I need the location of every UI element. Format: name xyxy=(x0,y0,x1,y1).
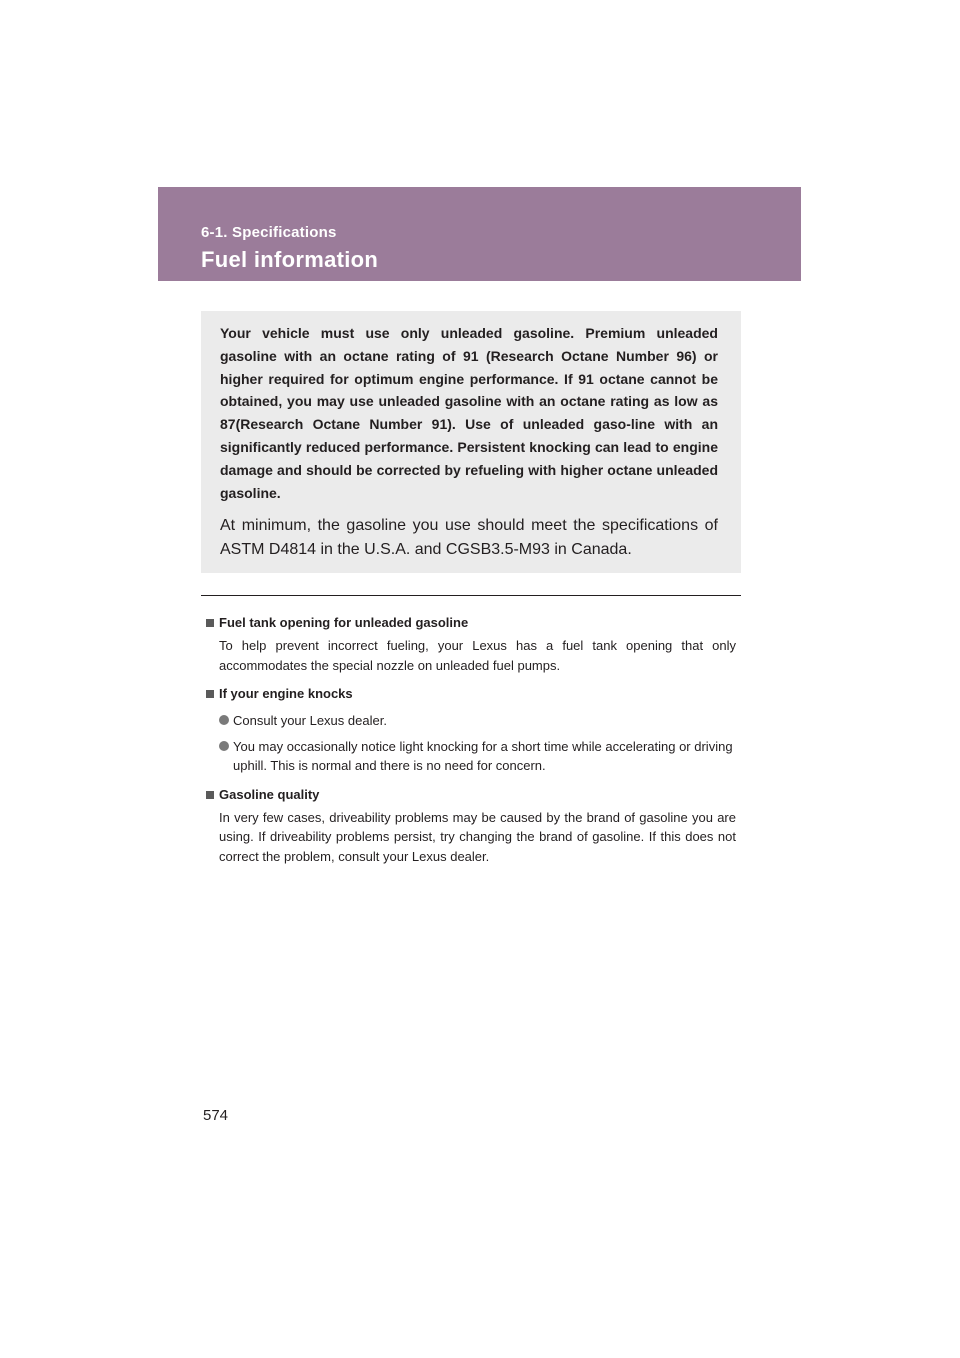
square-bullet-icon xyxy=(206,791,214,799)
page-number: 574 xyxy=(203,1107,229,1124)
note-heading xyxy=(206,784,736,806)
divider xyxy=(201,595,741,596)
square-bullet-icon xyxy=(206,690,214,698)
note-body: To help prevent incorrect fueling, your Lexus has a fuel tank opening that only accommodates the special nozzle on unleaded fuel pumps. xyxy=(219,638,736,673)
info-box-bold-text: Your vehicle must use only unleaded gasoline. Premium unleaded gasoline with an octane rating of 91 (Research Octane Number 96) or higher required for optimum engine performance. If 91 octane cannot be obtained, you may use unleaded gasoline with an octane rating as low as 87(Research Octane Number 91). Use of unleaded gaso-line with an significantly reduced performance. Persistent knocking can lead to engine damage and should be corrected by refueling with higher octane unleaded gasoline. xyxy=(220,325,718,501)
note-heading xyxy=(206,683,736,705)
circle-bullet-icon xyxy=(219,741,229,751)
note-fuel-tank-opening xyxy=(206,612,736,675)
square-bullet-icon xyxy=(206,619,214,627)
info-box-normal-text: At minimum, the gasoline you use should meet the specifications of ASTM D4814 in the U.S.A. and CGSB3.5-M93 in Canada. xyxy=(220,517,718,559)
list-item-text: You may occasionally notice light knocking for a short time while accelerating or driving uphill. This is normal and there is no need for concern. xyxy=(233,738,733,773)
page-title: Fuel information xyxy=(201,247,379,272)
note-heading xyxy=(206,612,736,634)
notes-section xyxy=(206,612,736,874)
note-heading-text: If your engine knocks xyxy=(219,686,353,701)
list-item xyxy=(219,737,736,776)
note-gasoline-quality xyxy=(206,784,736,867)
note-heading-text: Gasoline quality xyxy=(219,786,320,802)
header-band xyxy=(158,187,801,281)
circle-bullet-icon xyxy=(219,715,229,725)
note-body: In very few cases, driveability problems may be caused by the brand of gasoline you are using. If driveability problems persist, try changing the brand of gasoline. If this does not correct the problem, consult your Lexus dealer. xyxy=(219,809,736,864)
note-engine-knocks xyxy=(206,683,736,776)
list-item-text: Consult your Lexus dealer. xyxy=(233,713,387,728)
section-label: 6-1. Specifications xyxy=(201,224,337,241)
note-heading-text: Fuel tank opening for unleaded gasoline xyxy=(219,615,469,630)
list-item xyxy=(219,711,736,731)
info-box xyxy=(201,311,741,573)
